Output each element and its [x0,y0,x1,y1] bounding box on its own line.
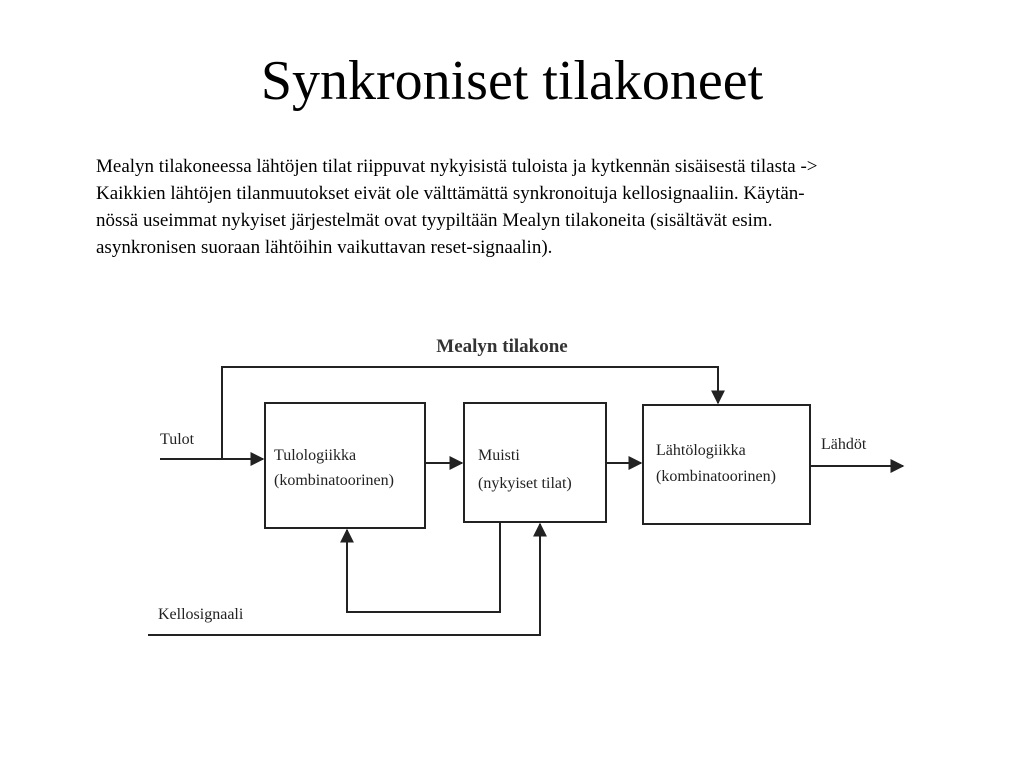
outputs-label: Lähdöt [821,436,867,453]
input-logic-label: Tulologiikka [274,447,357,464]
inputs-label: Tulot [160,431,195,448]
diagram-canvas [140,325,920,645]
diagram-title: Mealyn tilakone [436,336,568,357]
clock-label: Kellosignaali [158,606,244,623]
output-logic-sublabel: (kombinatoorinen) [656,468,776,485]
state-feedback-line [347,522,500,612]
body-line: Mealyn tilakoneessa lähtöjen tilat riippuvat nykyisistä tuloista ja kytkennän sisäisestä tilasta -> [96,156,818,177]
memory-sublabel: (nykyiset tilat) [478,475,572,492]
mealy-state-machine-diagram [140,325,920,645]
input-logic-sublabel: (kombinatoorinen) [274,472,394,489]
body-line: Kaikkien lähtöjen tilanmuutokset eivät ole välttämättä synkronoituja kellosignaaliin. Käytän- [96,183,805,204]
input-logic-block [265,403,425,528]
body-line: asynkronisen suoraan lähtöihin vaikuttavan reset-signaalin). [96,237,553,258]
memory-label: Muisti [478,447,520,464]
body-paragraph [96,153,976,261]
slide-title: Synkroniset tilakoneet [260,50,764,112]
output-logic-block [643,405,810,524]
body-line: nössä useimmat nykyiset järjestelmät ovat tyypiltään Mealyn tilakoneita (sisältävät esim. [96,210,773,231]
output-logic-label: Lähtölogiikka [656,442,746,459]
